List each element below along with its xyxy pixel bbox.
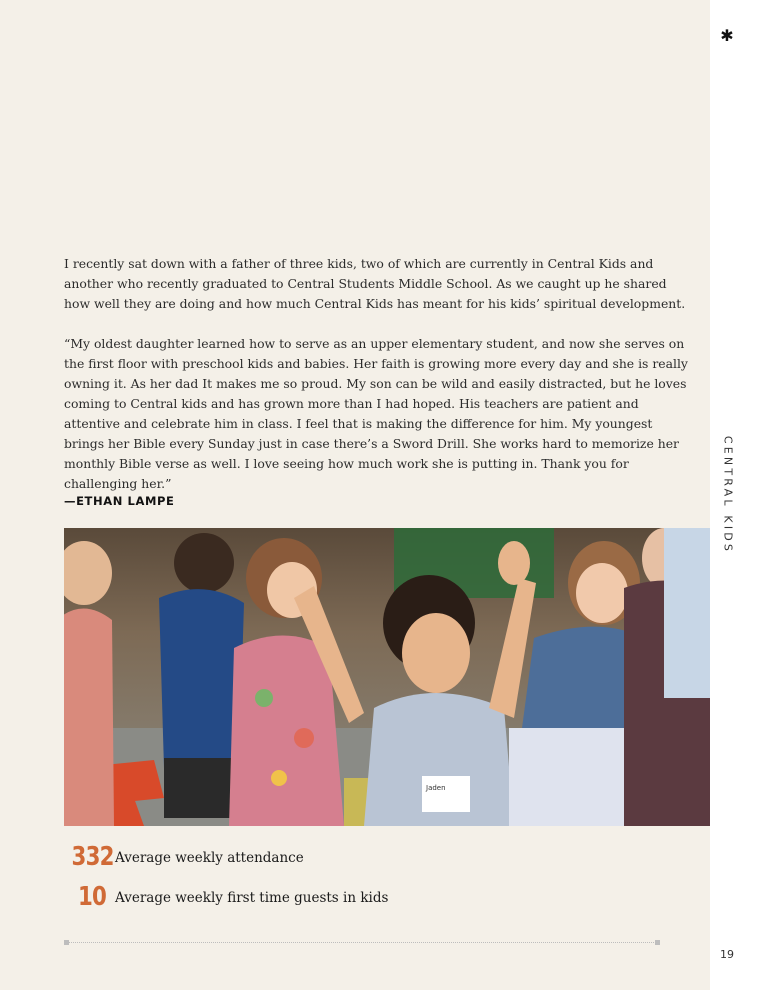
stat-first-time-guests (64, 882, 464, 914)
dotted-divider (64, 938, 660, 948)
testimonial-quote: “My oldest daughter learned how to serve as an upper elementary student, and now she serves on the first floor with preschool kids and babies. Her faith is growing more every day and she is really owning it. As her dad It makes me so proud. My son can be wild and easily distracted, but he loves coming to Central kids and has grown more than I had hoped. His teachers are patient and attentive and celebrate him in class. I feel that is making the difference for him. My youngest brings her Bible every Sunday just in case there’s a Sword Drill. She works hard to memorize her monthly Bible verse as well. I love seeing how much work she is putting in. Thank you for challenging her.” (64, 336, 688, 491)
stat-label: Average weekly first time guests in kids (115, 890, 389, 906)
divider-line (68, 942, 656, 943)
stat-number: 10 (77, 882, 106, 912)
article-body (64, 254, 694, 514)
page-number: 19 (720, 948, 734, 961)
stat-number: 332 (71, 842, 114, 872)
name-tag-text: Jaden (426, 784, 446, 792)
kids-worship-photo (64, 528, 710, 826)
divider-endpoint-left (64, 940, 69, 945)
divider-endpoint-right (655, 940, 660, 945)
stat-attendance (64, 842, 464, 874)
asterisk-icon: ✱ (720, 26, 734, 45)
section-label: CENTRAL KIDS (721, 435, 735, 555)
stat-label: Average weekly attendance (115, 850, 304, 866)
right-sidebar (710, 0, 765, 990)
intro-paragraph: I recently sat down with a father of three kids, two of which are currently in Central Kids and another who recently graduated to Central Students Middle School. As we caught up he shared how well they are doing and how much Central Kids has meant for his kids’ spiritual development. (64, 256, 686, 311)
quote-attribution: —ETHAN LAMPE (64, 494, 175, 508)
